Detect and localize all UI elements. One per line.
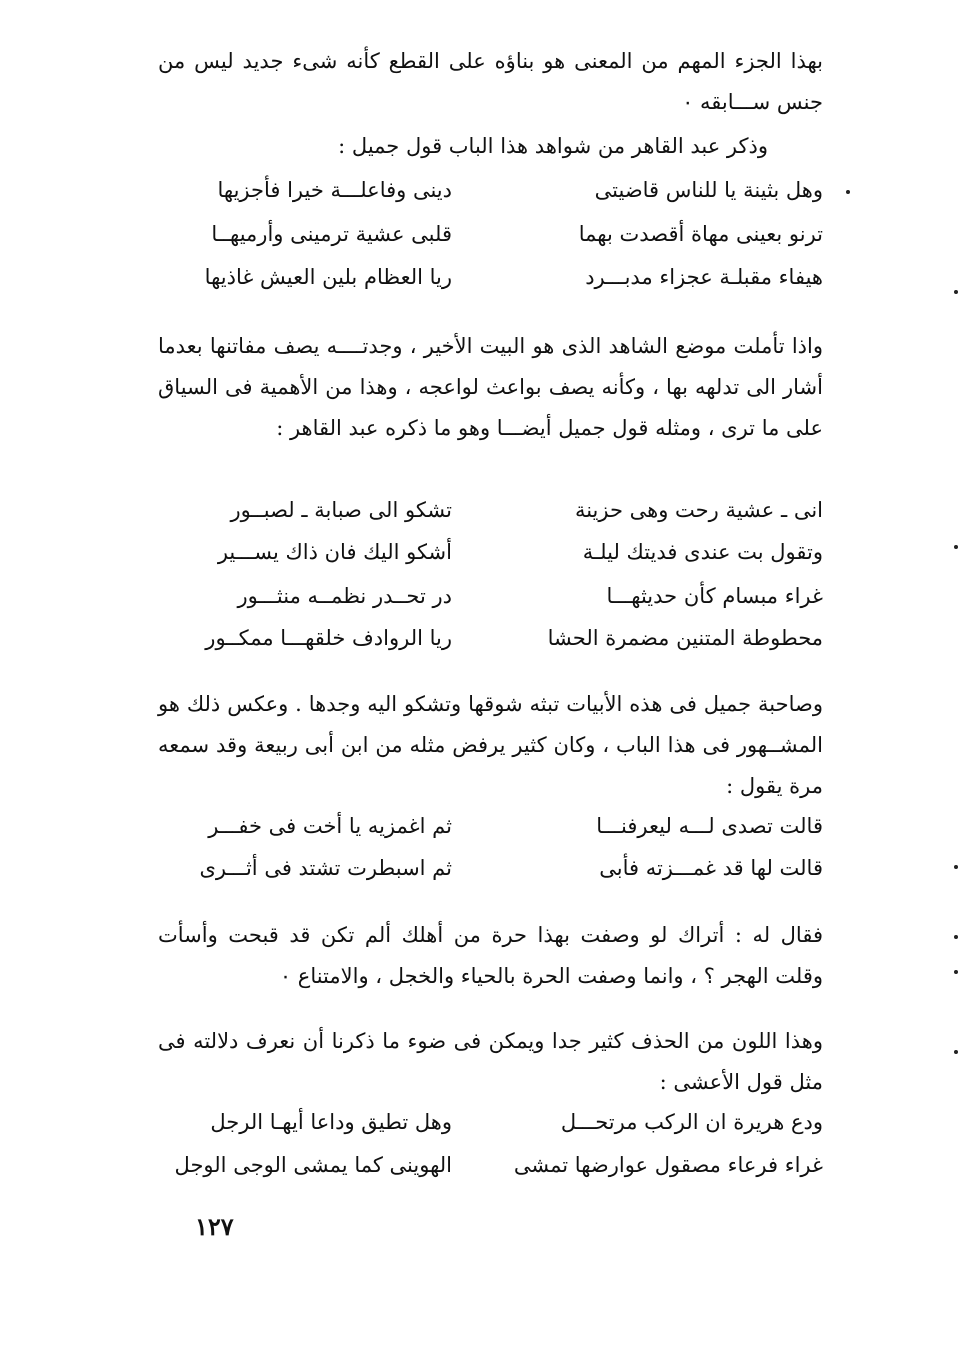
poem-2-line-2-second: أشكو اليك فان ذاك يســـير <box>217 540 452 564</box>
paragraph-2: وذكر عبد القاهر من شواهد هذا الباب قول جميل : <box>338 134 768 158</box>
poem-4-line-1-first: ودع هريرة ان الركب مرتحـــل <box>560 1110 823 1134</box>
poem-2-line-4-second: ريا الروادف خلقهـــا ممكــور <box>205 626 452 650</box>
scan-speck <box>954 865 958 869</box>
paragraph-1: بهذا الجزء المهم من المعنى هو بناؤه على القطع كأنه شىء جديد ليس من جنس ســـابقه ٠ <box>158 49 823 114</box>
poem-1-line-2-second: قلبى عشية ترمينى وأرميهــا <box>211 222 452 246</box>
poem-3-line-1-first: قالت تصدى لـــه ليعرفنـــا <box>596 814 823 838</box>
paragraph-3: واذا تأملت موضع الشاهد الذى هو البيت الأخير ، وجدتــــه يصف مفاتنها بعدما أشار الى تدلهه بها ، وكأنه يصف بواعث لواعجه ، وهذا من الأهمية فى السياق على ما ترى ، ومثله قول جميل أيضـــا وهو ما ذكره عبد القاهر : <box>158 334 823 440</box>
scan-speck <box>954 970 958 974</box>
poem-2-line-1-second: تشكو الى صبابة ـ لصبــور <box>230 498 452 522</box>
poem-3-line-2-second: ثم اسبطرت تشتد فى أثـــرى <box>199 856 452 880</box>
scan-speck <box>954 1050 958 1054</box>
poem-3-line-2-first: قالت لها قد غمـــزته فأبى <box>599 856 823 880</box>
poem-2-line-4-first: محطوطة المتنين مضمرة الحشا <box>547 626 823 650</box>
poem-3-line-1-second: ثم اغمزيه يا أخت فى خفـــر <box>208 814 452 838</box>
poem-1-line-2-first: ترنو بعينى مهاة أقصدت بهما <box>578 222 823 246</box>
poem-1-line-3-second: ريا العظام بلين العيش غاذيها <box>204 265 452 289</box>
poem-4-line-2-second: الهوينى كما يمشى الوجى الوجل <box>174 1153 452 1177</box>
paragraph-6: وهذا اللون من الحذف كثير جدا ويمكن فى ضوء ما ذكرنا أن نعرف دلالته فى مثل قول الأعشى : <box>158 1029 823 1094</box>
scan-speck <box>954 545 958 549</box>
poem-2-line-1-first: انى ـ عشية رحت وهى حزينة <box>574 498 823 522</box>
scan-speck <box>954 935 958 939</box>
page-number: ١٢٧ <box>195 1212 234 1241</box>
poem-2-line-3-first: غراء مبسام كأن حديثهـــا <box>606 584 823 608</box>
paragraph-4: وصاحبة جميل فى هذه الأبيات تبثه شوقها وتشكو اليه وجدها . وعكس ذلك هو المشــهور فى هذا الباب ، وكان كثير يرفض مثله من ابن أبى ربيعة وقد سمعه مرة يقول : <box>158 692 823 798</box>
paragraph-5: فقال له : أتراك لو وصفت بهذا حرة من أهلك ألم تكن قد قبحت وأسأت وقلت الهجر ؟ ، وانما وصفت الحرة بالحياء والخجل ، والامتناع ٠ <box>158 923 823 988</box>
poem-1-line-3-first: هيفاء مقبلـة عجزاء مدبـــرد <box>585 265 823 289</box>
poem-2-line-2-first: وتقول بت عندى فديتك ليلـة <box>582 540 823 564</box>
scan-speck <box>954 290 958 294</box>
poem-2-line-3-second: در تحــدر نظمــه منثـــور <box>237 584 452 608</box>
poem-1-line-1-second: دينى وفاعلـــة خيرا فأجزيها <box>217 178 452 202</box>
scan-speck <box>846 190 850 194</box>
poem-4-line-2-first: غراء فرعاء مصقول عوارضها تمشى <box>513 1153 823 1177</box>
poem-4-line-1-second: وهل تطيق وداعا أيهـا الرجل <box>210 1110 452 1134</box>
poem-1-line-1-first: وهل بثينة يا للناس قاضيتى <box>594 178 823 202</box>
